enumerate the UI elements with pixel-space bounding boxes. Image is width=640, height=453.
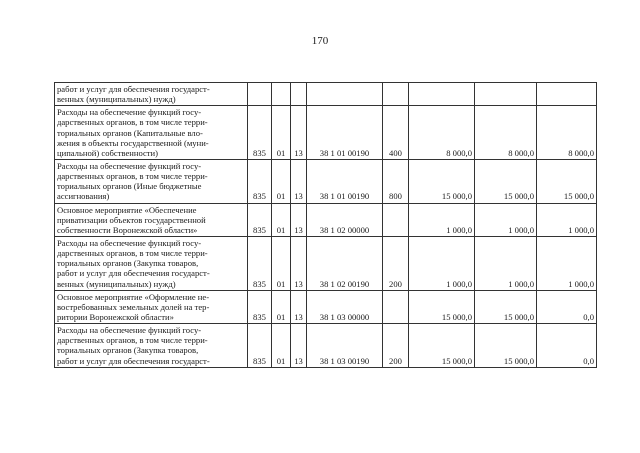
expense-type-code-cell	[383, 203, 409, 236]
amount-year-2-cell: 15 000,0	[475, 324, 537, 368]
expense-name-line: ториальных органов (Иные бюджетные	[57, 181, 202, 192]
subsection-code-cell: 13	[291, 290, 307, 323]
table-row	[55, 106, 597, 160]
expense-type-code-cell	[383, 83, 409, 106]
amount-year-3-cell: 15 000,0	[537, 159, 597, 203]
amount-year-2-cell: 8 000,0	[475, 106, 537, 160]
expense-name-line: дарственных органов, в том числе терри-	[57, 248, 208, 259]
expense-name-cell	[55, 290, 248, 323]
expense-name-line: дарственных органов, в том числе терри-	[57, 171, 208, 182]
section-code-cell: 01	[272, 324, 291, 368]
table-row	[55, 159, 597, 203]
subsection-code-cell: 13	[291, 159, 307, 203]
subsection-code-cell: 13	[291, 203, 307, 236]
expense-name-cell	[55, 324, 248, 368]
table-row	[55, 203, 597, 236]
table-row	[55, 324, 597, 368]
expense-name-line: жения в объекты государственной (муни-	[57, 137, 209, 148]
table-row	[55, 83, 597, 106]
amount-year-3-cell: 8 000,0	[537, 106, 597, 160]
amount-year-2-cell: 15 000,0	[475, 290, 537, 323]
target-article-code-cell: 38 1 01 00190	[307, 106, 383, 160]
budget-table-body	[55, 83, 597, 368]
amount-year-1-cell: 15 000,0	[409, 159, 475, 203]
expense-name-line: ципальной) собственности)	[57, 147, 159, 158]
subsection-code-cell	[291, 83, 307, 106]
expense-name-line: Расходы на обеспечение функций госу-	[57, 237, 202, 248]
expense-name-line: Расходы на обеспечение функций госу-	[57, 325, 202, 336]
expense-name-line: дарственных органов, в том числе терри-	[57, 117, 208, 128]
expense-name-cell	[55, 236, 248, 290]
target-article-code-cell: 38 1 01 00190	[307, 159, 383, 203]
expense-name-line: Расходы на обеспечение функций госу-	[57, 107, 202, 118]
expense-name-cell	[55, 159, 248, 203]
expense-name-line: работ и услуг для обеспечения государст-	[57, 84, 210, 94]
expense-name-line: ториальных органов (Закупка товаров,	[57, 345, 199, 356]
expense-name-cell	[55, 83, 248, 106]
expense-name-cell	[55, 203, 248, 236]
target-article-code-cell: 38 1 03 00000	[307, 290, 383, 323]
target-article-code-cell: 38 1 02 00190	[307, 236, 383, 290]
gl-admin-code-cell	[248, 83, 272, 106]
amount-year-2-cell: 1 000,0	[475, 236, 537, 290]
budget-table	[54, 82, 597, 368]
target-article-code-cell: 38 1 02 00000	[307, 203, 383, 236]
table-row	[55, 290, 597, 323]
amount-year-3-cell: 1 000,0	[537, 203, 597, 236]
amount-year-2-cell	[475, 83, 537, 106]
expense-name-line: ториальных органов (Капитальные вло-	[57, 127, 203, 138]
expense-type-code-cell: 400	[383, 106, 409, 160]
expense-name-line: дарственных органов, в том числе терри-	[57, 335, 208, 346]
expense-name-line: Основное мероприятие «Обеспечение	[57, 204, 197, 215]
expense-type-code-cell: 200	[383, 324, 409, 368]
expense-name-line: венных (муниципальных) нужд)	[57, 94, 176, 105]
section-code-cell: 01	[272, 203, 291, 236]
gl-admin-code-cell: 835	[248, 324, 272, 368]
amount-year-1-cell: 15 000,0	[409, 324, 475, 368]
amount-year-1-cell: 1 000,0	[409, 203, 475, 236]
section-code-cell: 01	[272, 290, 291, 323]
amount-year-1-cell: 1 000,0	[409, 236, 475, 290]
expense-name-line: работ и услуг для обеспечения государст-	[57, 268, 210, 279]
amount-year-1-cell: 15 000,0	[409, 290, 475, 323]
gl-admin-code-cell: 835	[248, 159, 272, 203]
expense-name-line: ассигнования)	[57, 191, 110, 202]
amount-year-3-cell: 0,0	[537, 324, 597, 368]
amount-year-2-cell: 1 000,0	[475, 203, 537, 236]
subsection-code-cell: 13	[291, 236, 307, 290]
expense-name-line: собственности Воронежской области»	[57, 224, 198, 235]
gl-admin-code-cell: 835	[248, 236, 272, 290]
expense-name-cell	[55, 106, 248, 160]
expense-name-line: Основное мероприятие «Оформление не-	[57, 291, 210, 302]
gl-admin-code-cell: 835	[248, 290, 272, 323]
table-row	[55, 236, 597, 290]
expense-name-line: ториальных органов (Закупка товаров,	[57, 258, 199, 269]
gl-admin-code-cell: 835	[248, 203, 272, 236]
expense-name-line: Расходы на обеспечение функций госу-	[57, 160, 202, 171]
expense-type-code-cell: 200	[383, 236, 409, 290]
subsection-code-cell: 13	[291, 106, 307, 160]
expense-type-code-cell	[383, 290, 409, 323]
expense-name-line: приватизации объектов государственной	[57, 214, 206, 225]
page-number: 170	[311, 35, 329, 47]
gl-admin-code-cell: 835	[248, 106, 272, 160]
section-code-cell	[272, 83, 291, 106]
section-code-cell: 01	[272, 106, 291, 160]
amount-year-3-cell: 0,0	[537, 290, 597, 323]
expense-name-line: работ и услуг для обеспечения государст-	[57, 355, 210, 366]
amount-year-3-cell: 1 000,0	[537, 236, 597, 290]
amount-year-3-cell	[537, 83, 597, 106]
expense-name-line: венных (муниципальных) нужд)	[57, 278, 176, 289]
amount-year-1-cell: 8 000,0	[409, 106, 475, 160]
expense-name-line: ритории Воронежской области»	[57, 311, 174, 322]
section-code-cell: 01	[272, 159, 291, 203]
section-code-cell: 01	[272, 236, 291, 290]
expense-name-line: востребованных земельных долей на тер-	[57, 301, 210, 312]
amount-year-1-cell	[409, 83, 475, 106]
expense-type-code-cell: 800	[383, 159, 409, 203]
target-article-code-cell	[307, 83, 383, 106]
target-article-code-cell: 38 1 03 00190	[307, 324, 383, 368]
subsection-code-cell: 13	[291, 324, 307, 368]
amount-year-2-cell: 15 000,0	[475, 159, 537, 203]
